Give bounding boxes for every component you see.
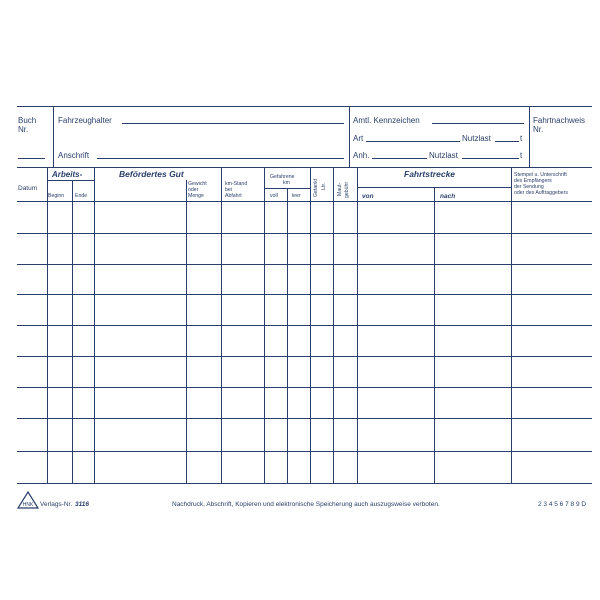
col-gewicht-1: Gewicht <box>188 181 207 187</box>
table-row[interactable] <box>17 451 592 452</box>
anh-field[interactable] <box>372 158 427 159</box>
table-row[interactable] <box>17 294 592 295</box>
col-von: von <box>362 193 374 200</box>
table-row[interactable] <box>17 233 592 234</box>
nutzlast2-label: Nutzlast <box>429 151 458 160</box>
col-stempel-2: des Empfängers <box>514 178 552 184</box>
col-nach: nach <box>440 193 456 200</box>
col-getankt-1: Getankt <box>313 178 319 197</box>
col-arbeits: Arbeits- <box>52 170 83 179</box>
verlag-label: Verlags-Nr. <box>40 501 73 508</box>
publisher-logo-text: HNK <box>22 502 34 508</box>
t1-label: t <box>520 134 523 143</box>
col-stempel-3: der Sendung <box>514 184 544 190</box>
publisher-logo-icon <box>17 491 39 509</box>
col-gefahrene-2: km <box>283 180 290 186</box>
col-km-1: km-Stand <box>225 181 248 187</box>
col-voll: voll <box>270 193 278 199</box>
buch-nr-field[interactable] <box>18 158 45 159</box>
fahrzeughalter-field[interactable] <box>122 123 344 124</box>
col-getankt-2: Ltr. <box>321 182 327 190</box>
col-km-3: Abfahrt <box>225 193 242 199</box>
col-stempel-1: Stempel u. Unterschrift <box>514 172 567 178</box>
col-befoerdertes-gut: Befördertes Gut <box>119 169 184 179</box>
buch-label: Buch <box>18 116 37 125</box>
table-row[interactable] <box>17 356 592 357</box>
col-ende: Ende <box>75 193 88 199</box>
buch-nr-label: Nr. <box>18 125 29 134</box>
verlag-number: 3116 <box>75 501 89 508</box>
anh-label: Anh. <box>353 151 370 160</box>
anschrift-label: Anschrift <box>58 151 90 160</box>
t2-label: t <box>520 151 523 160</box>
col-stempel-4: oder des Auftraggebers <box>514 190 568 196</box>
col-gewicht-2: oder <box>188 187 199 193</box>
table-row[interactable] <box>17 264 592 265</box>
kennzeichen-label: Amtl. Kennzeichen <box>353 116 420 125</box>
form-code: 2 3 4 5 6 7 8 9 D <box>538 501 587 508</box>
col-fahrtstrecke: Fahrtstrecke <box>404 169 456 179</box>
col-maut-2: gebühr <box>344 181 350 198</box>
col-leer: leer <box>292 193 301 199</box>
nutzlast1-field[interactable] <box>495 141 519 142</box>
art-label: Art <box>353 134 364 143</box>
col-gefahrene-1: Gefahrene <box>270 174 295 180</box>
kennzeichen-field[interactable] <box>432 123 524 124</box>
col-datum: Datum <box>18 185 38 192</box>
anschrift-field[interactable] <box>97 158 344 159</box>
table-row[interactable] <box>17 418 592 419</box>
col-maut-1: Maut- <box>337 182 343 196</box>
nutzlast2-field[interactable] <box>462 158 519 159</box>
table-row[interactable] <box>17 325 592 326</box>
fahrtnachweis-label: Fahrtnachweis <box>533 116 586 125</box>
fahrzeughalter-label: Fahrzeughalter <box>58 116 112 125</box>
nutzlast1-label: Nutzlast <box>462 134 491 143</box>
col-gewicht-3: Menge <box>188 193 204 199</box>
col-km-2: bei <box>225 187 232 193</box>
table-row[interactable] <box>17 387 592 388</box>
copyright-notice: Nachdruck, Abschrift, Kopieren und elektronische Speicherung auch auszugsweise verboten. <box>172 501 440 508</box>
fahrtnachweis-nr-label: Nr. <box>533 125 544 134</box>
art-field[interactable] <box>366 141 460 142</box>
col-beginn: Beginn <box>48 193 65 199</box>
